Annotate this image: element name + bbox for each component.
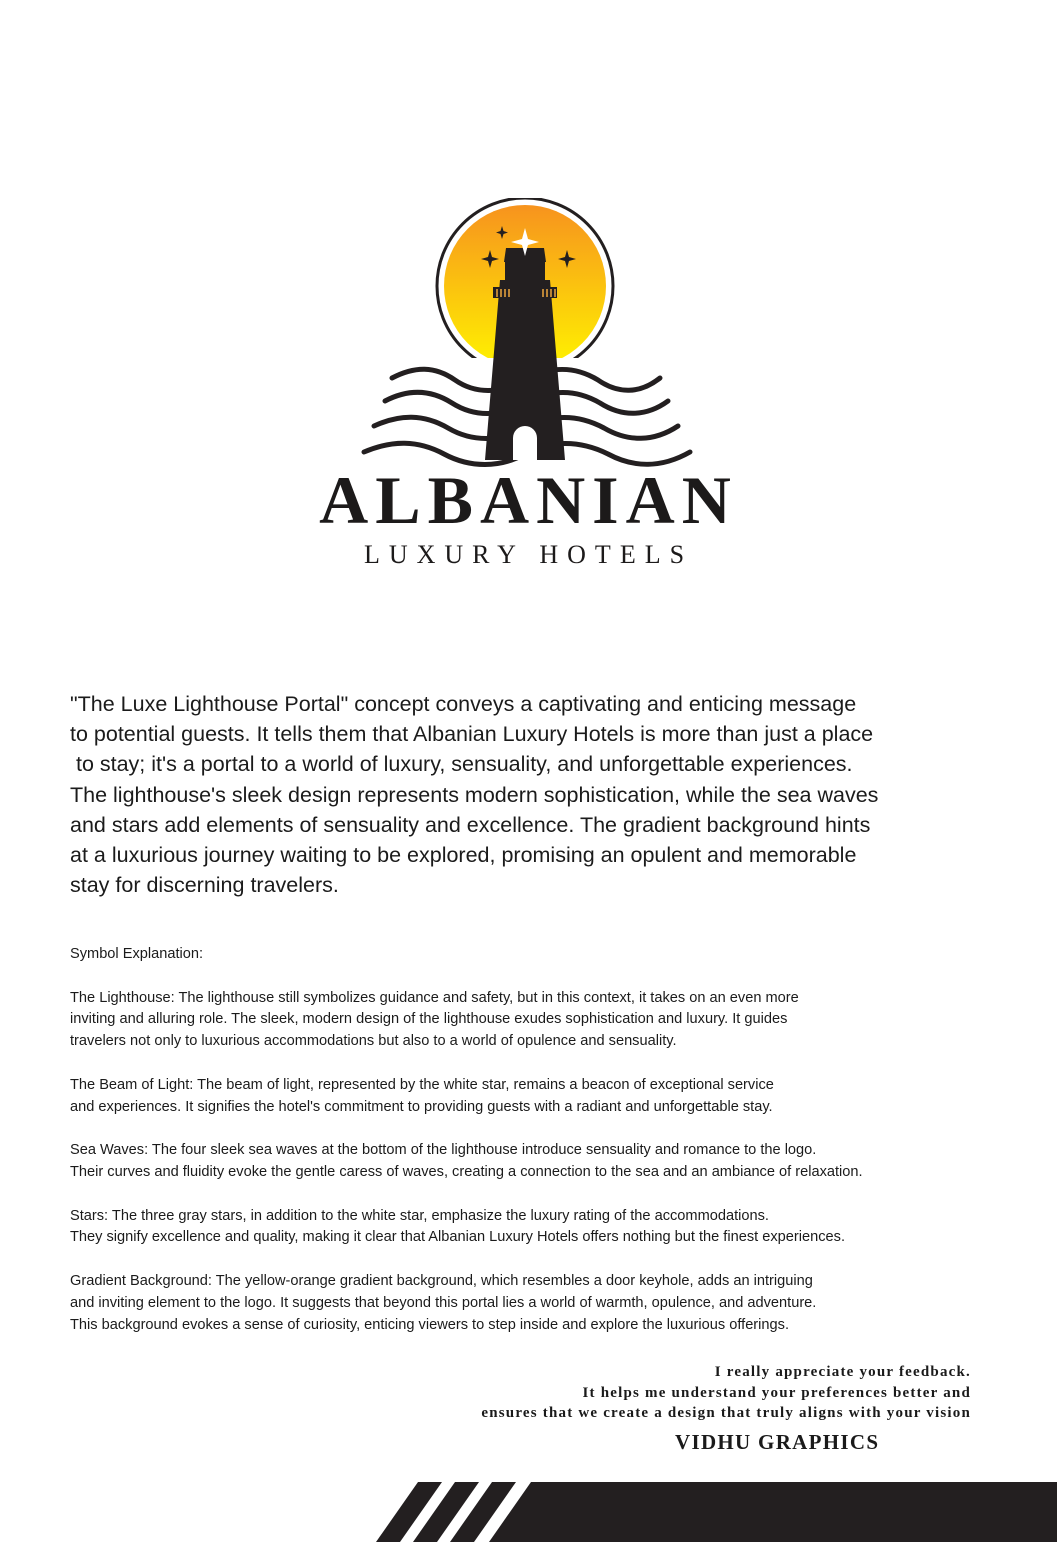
gradient-explanation: and inviting element to the logo. It suggests that beyond this portal lies a world of warmth, opulence, and adventure.: [70, 1294, 817, 1311]
feedback-line: I really appreciate your feedback.: [714, 1364, 971, 1380]
gradient-explanation: This background evokes a sense of curiosity, enticing viewers to step inside and explore the luxurious offerings.: [70, 1316, 789, 1333]
section-heading: Symbol Explanation:: [70, 946, 204, 962]
paragraph-line: stay for discerning travelers.: [70, 873, 339, 898]
paragraph-line: to potential guests. It tells them that Albanian Luxury Hotels is more than just a place: [70, 722, 874, 747]
feedback-line: It helps me understand your preferences better and: [582, 1384, 971, 1401]
lighthouse-explanation: The Lighthouse: The lighthouse still symbolizes guidance and safety, but in this context, it takes on an even more: [70, 989, 799, 1006]
gradient-explanation: Gradient Background: The yellow-orange gradient background, which resembles a door keyhole, adds an intriguing: [70, 1272, 813, 1289]
lighthouse-explanation: travelers not only to luxurious accommodations but also to a world of opulence and sensuality.: [70, 1033, 677, 1050]
stars-explanation: They signify excellence and quality, making it clear that Albanian Luxury Hotels offers nothing but the finest experiences.: [70, 1229, 845, 1246]
beam-explanation: and experiences. It signifies the hotel's commitment to providing guests with a radiant and unforgettable stay.: [70, 1098, 773, 1115]
brand-tagline: LUXURY HOTELS: [363, 540, 694, 569]
paragraph-line: and stars add elements of sensuality and excellence. The gradient background hints: [70, 812, 871, 837]
concept-paragraph: [70, 689, 990, 900]
paragraph-line: "The Luxe Lighthouse Portal" concept conveys a captivating and enticing message: [70, 692, 857, 716]
waves-explanation: Sea Waves: The four sleek sea waves at the bottom of the lighthouse introduce sensuality and romance to the logo.: [70, 1142, 817, 1159]
paragraph-line: The lighthouse's sleek design represents modern sophistication, while the sea waves: [70, 782, 879, 807]
footer-bar: [489, 1482, 1057, 1542]
lighthouse-icon: [360, 198, 700, 478]
brand-name: ALBANIAN: [319, 462, 738, 538]
designer-signature: VIDHU GRAPHICS: [675, 1430, 880, 1454]
beam-explanation: The Beam of Light: The beam of light, represented by the white star, remains a beacon of exceptional service: [70, 1076, 774, 1093]
stars-explanation: Stars: The three gray stars, in addition to the white star, emphasize the luxury rating of the accommodations.: [70, 1207, 769, 1224]
lighthouse-door: [513, 426, 537, 460]
footer-stripes: [0, 1482, 1057, 1542]
paragraph-line: to stay; it's a portal to a world of luxury, sensuality, and unforgettable experiences.: [70, 752, 853, 777]
feedback-line: ensures that we create a design that truly aligns with your vision: [481, 1405, 971, 1421]
paragraph-line: at a luxurious journey waiting to be explored, promising an opulent and memorable: [70, 843, 857, 868]
lighthouse-explanation: inviting and alluring role. The sleek, modern design of the lighthouse exudes sophistication and luxury. It guides: [70, 1011, 788, 1028]
symbol-explanation: [70, 944, 1000, 1336]
feedback-note: [481, 1362, 971, 1424]
waves-explanation: Their curves and fluidity evoke the gentle caress of waves, creating a connection to the sea and an ambiance of relaxation.: [70, 1163, 863, 1180]
